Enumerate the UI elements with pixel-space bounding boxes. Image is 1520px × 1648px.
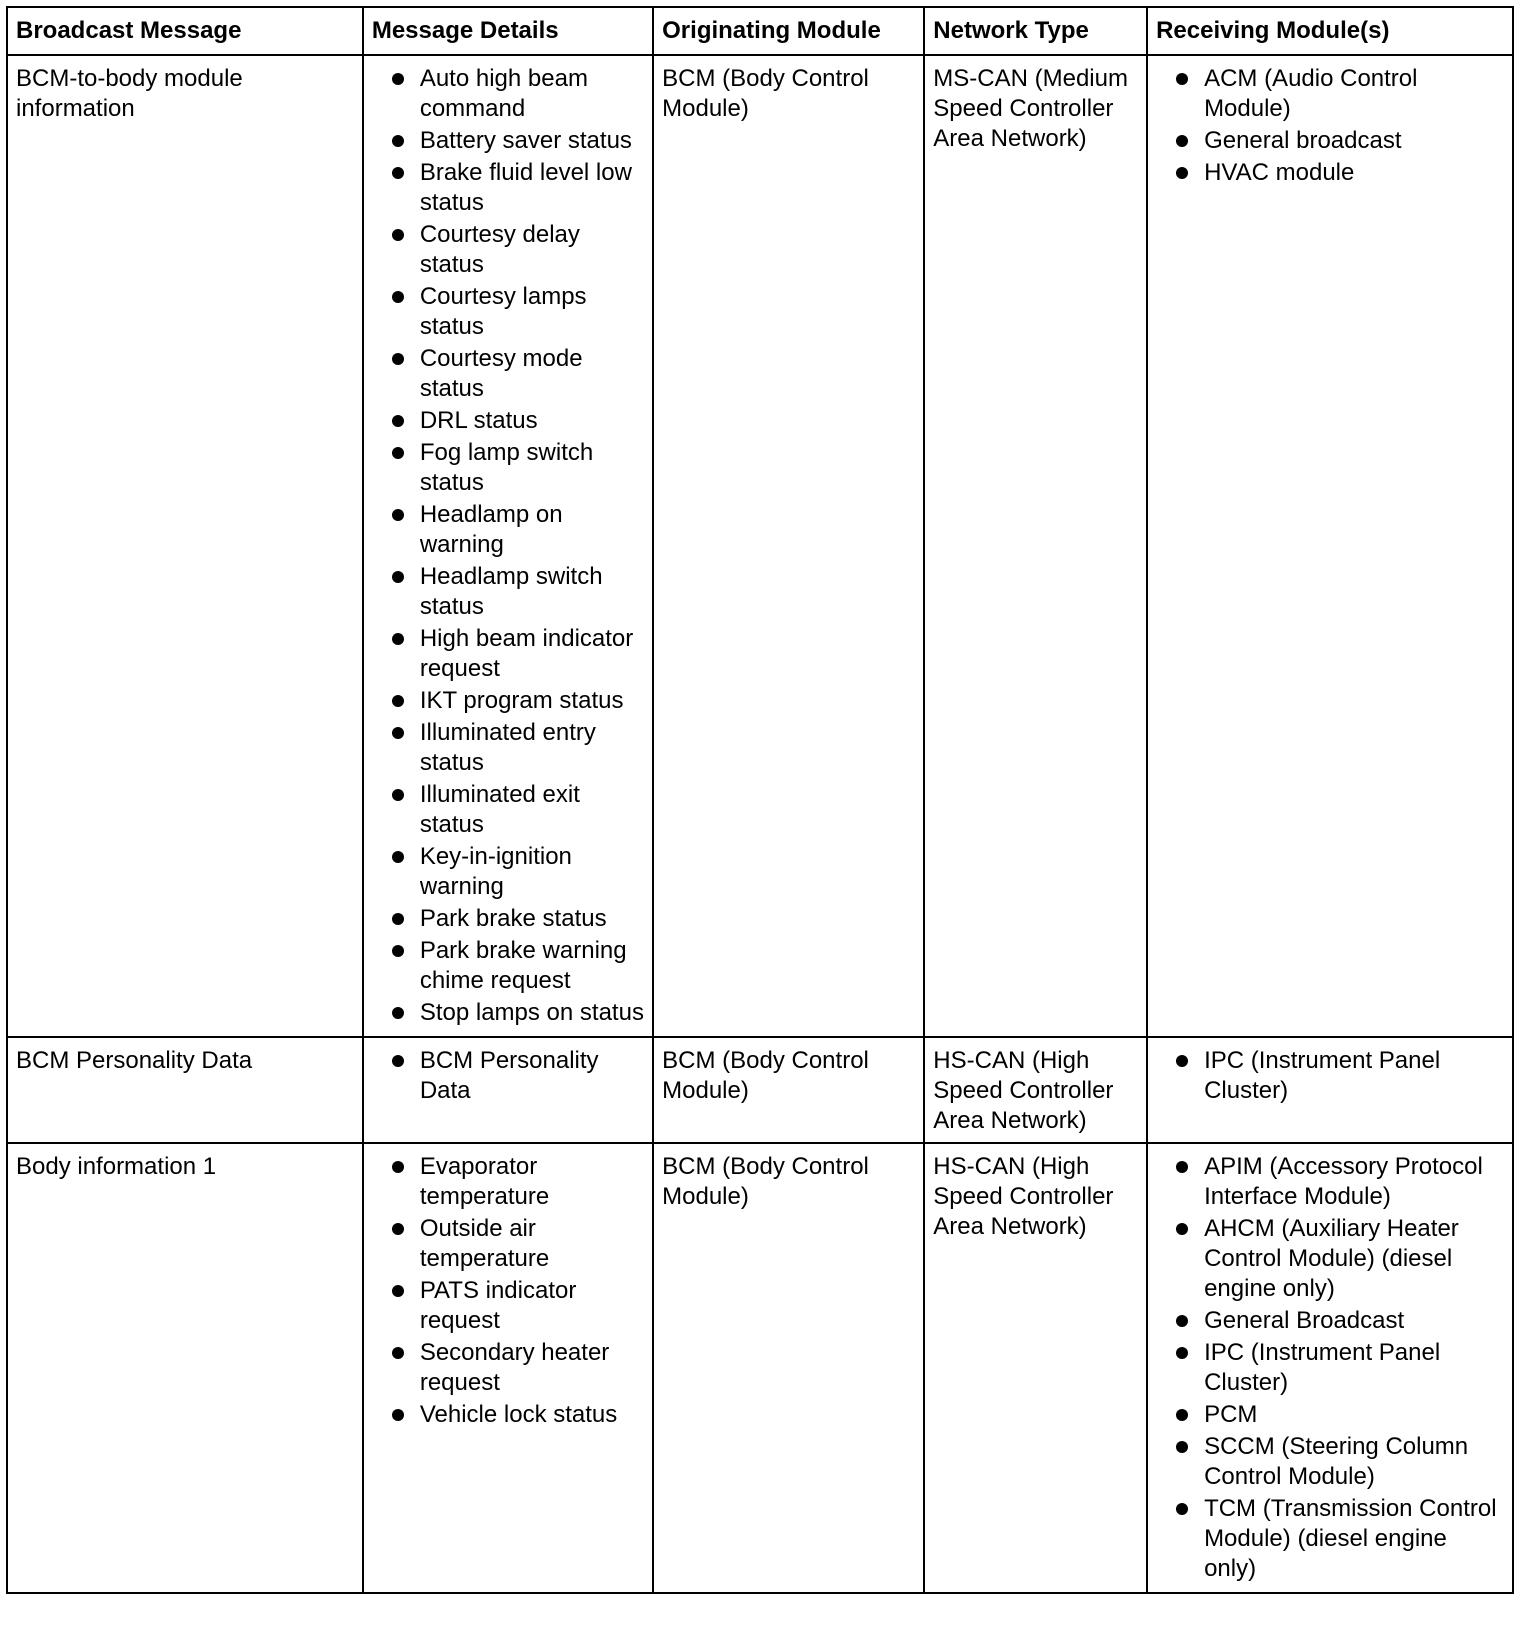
list-item: TCM (Transmission Control Module) (diesel engine only): [1156, 1494, 1504, 1584]
originating-module-cell: BCM (Body Control Module): [653, 55, 924, 1037]
list-item: ACM (Audio Control Module): [1156, 64, 1504, 124]
list-item: Courtesy delay status: [372, 220, 644, 280]
broadcast-message-table: [6, 6, 1514, 1594]
originating-module-cell: BCM (Body Control Module): [653, 1143, 924, 1593]
receiving-modules-cell: [1147, 55, 1513, 1037]
list-item: AHCM (Auxiliary Heater Control Module) (diesel engine only): [1156, 1214, 1504, 1304]
list-item: General Broadcast: [1156, 1306, 1504, 1336]
table-header-row: [7, 7, 1513, 55]
list-item: Park brake status: [372, 904, 644, 934]
list-item: IPC (Instrument Panel Cluster): [1156, 1338, 1504, 1398]
list-item: Vehicle lock status: [372, 1400, 644, 1430]
list-item: Secondary heater request: [372, 1338, 644, 1398]
list-item: Illuminated entry status: [372, 718, 644, 778]
list-item: PCM: [1156, 1400, 1504, 1430]
list-item: APIM (Accessory Protocol Interface Module): [1156, 1152, 1504, 1212]
broadcast-message-cell: BCM-to-body module information: [7, 55, 363, 1037]
message-details-cell: [363, 1037, 653, 1143]
list-item: Outside air temperature: [372, 1214, 644, 1274]
list-item: IPC (Instrument Panel Cluster): [1156, 1046, 1504, 1106]
list-item: Battery saver status: [372, 126, 644, 156]
header-broadcast-message: Broadcast Message: [7, 7, 363, 55]
broadcast-message-cell: BCM Personality Data: [7, 1037, 363, 1143]
broadcast-message-cell: Body information 1: [7, 1143, 363, 1593]
receiving-modules-list: [1156, 1046, 1504, 1106]
originating-module-cell: BCM (Body Control Module): [653, 1037, 924, 1143]
list-item: BCM Personality Data: [372, 1046, 644, 1106]
message-details-cell: [363, 55, 653, 1037]
list-item: Park brake warning chime request: [372, 936, 644, 996]
message-details-list: [372, 1046, 644, 1106]
list-item: Auto high beam command: [372, 64, 644, 124]
table-row: [7, 1143, 1513, 1593]
header-receiving-modules: Receiving Module(s): [1147, 7, 1513, 55]
receiving-modules-list: [1156, 64, 1504, 188]
table-row: [7, 1037, 1513, 1143]
list-item: Key-in-ignition warning: [372, 842, 644, 902]
message-details-list: [372, 64, 644, 1028]
list-item: IKT program status: [372, 686, 644, 716]
network-type-cell: HS-CAN (High Speed Controller Area Network): [924, 1143, 1147, 1593]
list-item: Courtesy lamps status: [372, 282, 644, 342]
receiving-modules-cell: [1147, 1037, 1513, 1143]
list-item: Illuminated exit status: [372, 780, 644, 840]
table-row: [7, 55, 1513, 1037]
receiving-modules-list: [1156, 1152, 1504, 1584]
network-type-cell: HS-CAN (High Speed Controller Area Network): [924, 1037, 1147, 1143]
receiving-modules-cell: [1147, 1143, 1513, 1593]
list-item: Brake fluid level low status: [372, 158, 644, 218]
list-item: DRL status: [372, 406, 644, 436]
table-body: [7, 55, 1513, 1593]
network-type-cell: MS-CAN (Medium Speed Controller Area Network): [924, 55, 1147, 1037]
list-item: Headlamp on warning: [372, 500, 644, 560]
list-item: Fog lamp switch status: [372, 438, 644, 498]
header-network-type: Network Type: [924, 7, 1147, 55]
message-details-cell: [363, 1143, 653, 1593]
list-item: Stop lamps on status: [372, 998, 644, 1028]
header-message-details: Message Details: [363, 7, 653, 55]
header-originating-module: Originating Module: [653, 7, 924, 55]
list-item: HVAC module: [1156, 158, 1504, 188]
list-item: PATS indicator request: [372, 1276, 644, 1336]
list-item: General broadcast: [1156, 126, 1504, 156]
list-item: Evaporator temperature: [372, 1152, 644, 1212]
list-item: High beam indicator request: [372, 624, 644, 684]
list-item: SCCM (Steering Column Control Module): [1156, 1432, 1504, 1492]
list-item: Courtesy mode status: [372, 344, 644, 404]
message-details-list: [372, 1152, 644, 1430]
list-item: Headlamp switch status: [372, 562, 644, 622]
